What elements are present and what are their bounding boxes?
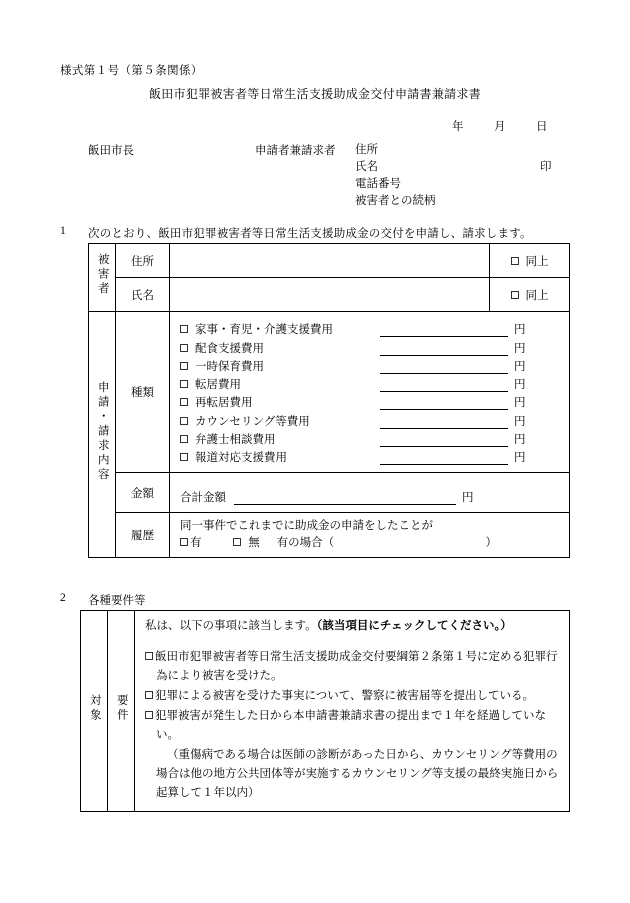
- table-row-expense-types: [89, 312, 570, 473]
- expense-name: 一時保育費用: [195, 360, 264, 373]
- expense-name: 家事・育児・介護支援費用: [195, 324, 333, 337]
- requirements-intro-bold: （該当項目にチェックしてください。）: [316, 620, 512, 632]
- applicant-name-label: 氏名: [355, 161, 378, 173]
- table-row-victim-name: [89, 278, 570, 312]
- list-item[interactable]: [180, 429, 569, 447]
- expense-amount-input[interactable]: [380, 451, 508, 465]
- victim-name-same-checkbox[interactable]: [490, 278, 570, 312]
- requirement-item-2[interactable]: [145, 687, 561, 706]
- victim-name-same-label: 同上: [525, 289, 549, 302]
- victim-address-same-checkbox[interactable]: [490, 244, 570, 278]
- expense-amount-input[interactable]: [380, 396, 508, 410]
- date-year-label: 年: [452, 121, 464, 133]
- section2-number: 2: [60, 592, 66, 604]
- expense-unit: 円: [514, 324, 526, 337]
- list-item[interactable]: [180, 356, 569, 374]
- total-amount-row: [170, 473, 569, 512]
- expense-unit: 円: [514, 379, 526, 392]
- list-item[interactable]: [180, 410, 569, 428]
- checkbox-icon[interactable]: [145, 652, 153, 660]
- checkbox-icon[interactable]: [511, 291, 519, 299]
- requirement-item-1[interactable]: [145, 648, 561, 686]
- expense-name: 配食支援費用: [195, 342, 264, 355]
- history-block: [170, 513, 569, 557]
- section1-lead-text: 次のとおり、飯田市犯罪被害者等日常生活支援助成金の交付を申請し、請求します。: [88, 228, 532, 240]
- expense-name: 報道対応支援費用: [195, 452, 287, 465]
- applicant-fields: [355, 142, 552, 210]
- applicant-label: 申請者兼請求者: [255, 145, 336, 157]
- victim-group-label: 被害者: [89, 244, 116, 312]
- checkbox-icon[interactable]: [180, 344, 188, 352]
- history-cell: [170, 513, 570, 558]
- history-yes-label: 有: [190, 537, 202, 550]
- date-line: [452, 118, 548, 134]
- table-row-total-amount: [89, 473, 570, 513]
- document-title: 飯田市犯罪被害者等日常生活支援助成金交付申請書兼請求書: [148, 87, 482, 101]
- expense-list: [170, 312, 569, 472]
- expense-unit: 円: [514, 452, 526, 465]
- victim-name-input[interactable]: [170, 278, 490, 312]
- list-item[interactable]: [180, 337, 569, 355]
- requirement-group-label-top: 対象: [81, 611, 108, 812]
- expense-amount-input[interactable]: [380, 378, 508, 392]
- list-item[interactable]: [180, 392, 569, 410]
- victim-name-label: 氏名: [116, 278, 170, 312]
- total-amount-label: 合計金額: [180, 492, 226, 505]
- checkbox-icon[interactable]: [233, 538, 241, 546]
- applicant-name-field[interactable]: [355, 159, 552, 176]
- applicant-address-field[interactable]: [355, 142, 436, 159]
- date-month-label: 月: [494, 121, 506, 133]
- form-number: 様式第１号（第５条関係）: [60, 65, 203, 77]
- applicant-phone-field[interactable]: [355, 176, 436, 193]
- requirement-group-label-bottom: 要件: [108, 611, 135, 812]
- checkbox-icon[interactable]: [180, 417, 188, 425]
- checkbox-icon[interactable]: [180, 325, 188, 333]
- checkbox-icon[interactable]: [180, 380, 188, 388]
- history-label: 履歴: [116, 513, 170, 558]
- history-question: 同一事件でこれまでに助成金の申請をしたことが: [180, 520, 433, 533]
- total-amount-unit: 円: [462, 492, 474, 505]
- application-table: [88, 243, 570, 558]
- checkbox-icon[interactable]: [145, 711, 153, 719]
- checkbox-icon[interactable]: [145, 691, 153, 699]
- checkbox-icon[interactable]: [180, 435, 188, 443]
- expense-name: 転居費用: [195, 379, 241, 392]
- applicant-address-label: 住所: [355, 144, 378, 156]
- requirement-item-text: 犯罪による被害を受けた事実について、警察に被害届等を提出している。: [155, 690, 535, 702]
- section2-heading: 各種要件等: [88, 595, 146, 607]
- checkbox-icon[interactable]: [180, 453, 188, 461]
- checkbox-icon[interactable]: [180, 398, 188, 406]
- expense-amount-input[interactable]: [380, 360, 508, 374]
- expense-unit: 円: [514, 415, 526, 428]
- victim-address-same-label: 同上: [525, 255, 549, 268]
- history-no-checkbox[interactable]: [233, 537, 260, 549]
- history-yes-checkbox[interactable]: [180, 537, 202, 549]
- victim-address-input[interactable]: [170, 244, 490, 278]
- section1-number: 1: [60, 225, 66, 237]
- total-amount-input[interactable]: [234, 491, 456, 505]
- expense-amount-input[interactable]: [380, 415, 508, 429]
- expense-name: 弁護士相談費用: [195, 434, 276, 447]
- history-detail-close[interactable]: ）: [485, 537, 497, 550]
- requirements-table: [80, 610, 570, 812]
- requirements-intro-plain: 私は、以下の事項に該当します。: [145, 620, 317, 632]
- total-amount-cell: [170, 473, 570, 513]
- table-row-victim-address: [89, 244, 570, 278]
- list-item[interactable]: [180, 447, 569, 465]
- requirements-body: [135, 611, 569, 811]
- requirement-note: （重傷病である場合は医師の診断があった日から、カウンセリング等費用の場合は他の地方公共団体等が実施するカウンセリング等支援の最終実施日から起算して１年以内）: [156, 749, 559, 799]
- expense-unit: 円: [514, 342, 526, 355]
- victim-address-label: 住所: [116, 244, 170, 278]
- requirements-intro: [145, 617, 561, 636]
- requirement-item-text: 飯田市犯罪被害者等日常生活支援助成金交付要綱第２条第１号に定める犯罪行為により被害を受けた。: [155, 651, 558, 682]
- expense-name: 再転居費用: [195, 397, 253, 410]
- addressee-mayor: 飯田市長: [88, 145, 134, 157]
- checkbox-icon[interactable]: [511, 257, 519, 265]
- list-item[interactable]: [180, 319, 569, 337]
- expense-unit: 円: [514, 397, 526, 410]
- expense-unit: 円: [514, 434, 526, 447]
- amount-label: 金額: [116, 473, 170, 513]
- requirement-item-3[interactable]: [145, 707, 561, 745]
- requirement-item-text: 犯罪被害が発生した日から本申請書兼請求書の提出まで１年を経過していない。: [155, 710, 546, 741]
- expense-type-label: 種類: [116, 312, 170, 473]
- expense-unit: 円: [514, 360, 526, 373]
- expense-amount-input[interactable]: [380, 433, 508, 447]
- expense-type-list-cell: [170, 312, 570, 473]
- checkbox-icon[interactable]: [180, 362, 188, 370]
- date-day-label: 日: [536, 121, 548, 133]
- history-no-label: 無: [248, 537, 260, 550]
- table-row-requirements: [81, 611, 570, 812]
- history-options: [180, 535, 569, 552]
- request-group-label: 申請・請求内容: [89, 312, 116, 558]
- expense-amount-input[interactable]: [380, 323, 508, 337]
- expense-name: カウンセリング等費用: [195, 415, 310, 428]
- list-item[interactable]: [180, 374, 569, 392]
- table-row-history: [89, 513, 570, 558]
- applicant-relation-label: 被害者との続柄: [355, 195, 436, 207]
- history-detail-label: 有の場合（: [276, 537, 335, 550]
- expense-amount-input[interactable]: [380, 342, 508, 356]
- requirements-content-cell: [135, 611, 570, 812]
- seal-mark: 印: [540, 161, 552, 173]
- checkbox-icon[interactable]: [180, 538, 188, 546]
- applicant-relation-field[interactable]: [355, 193, 436, 210]
- applicant-phone-label: 電話番号: [355, 178, 401, 190]
